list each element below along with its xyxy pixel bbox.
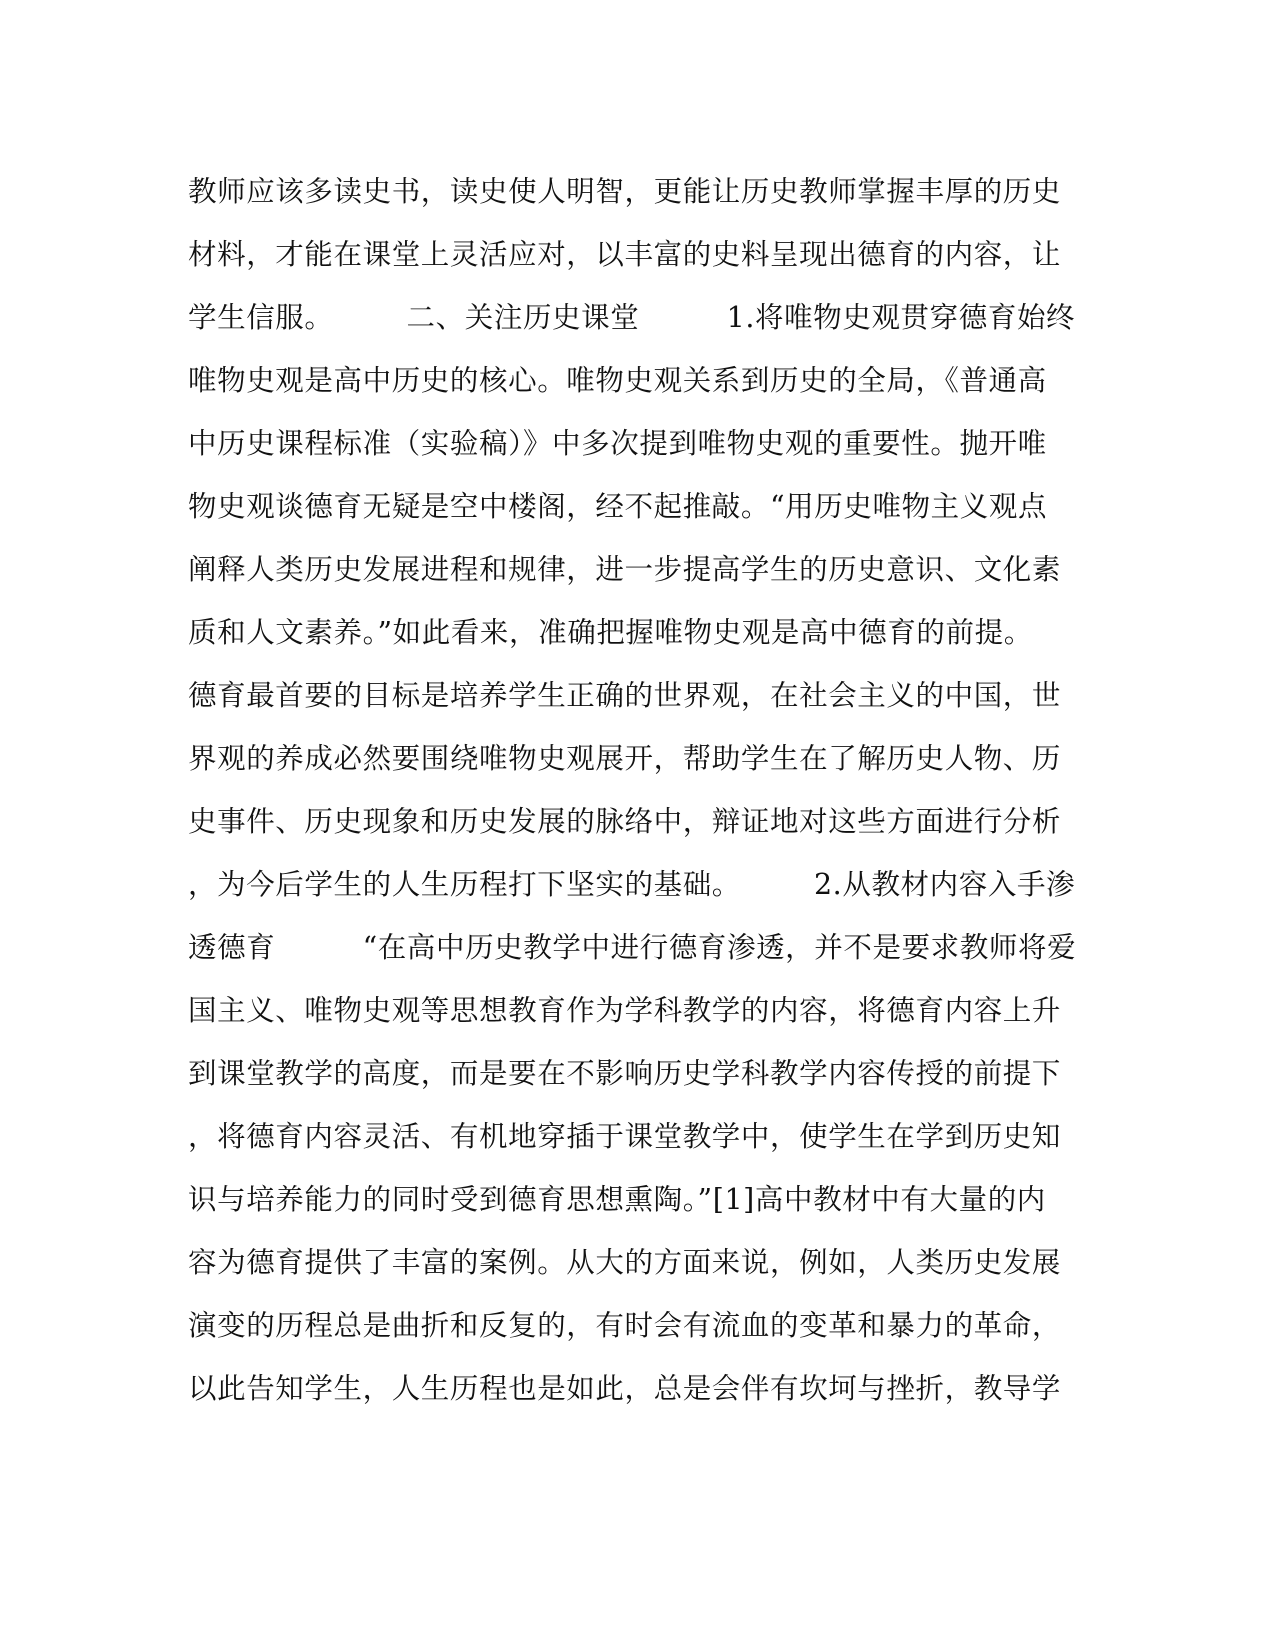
text-line: 物史观谈德育无疑是空中楼阁，经不起推敲。“用历史唯物主义观点 [188, 490, 1048, 523]
text-line: 以此告知学生，人生历程也是如此，总是会伴有坎坷与挫折，教导学 [188, 1372, 1062, 1405]
text-line: 史事件、历史现象和历史发展的脉络中，辩证地对这些方面进行分析 [188, 805, 1062, 838]
text-line: ，将德育内容灵活、有机地穿插于课堂教学中，使学生在学到历史知 [188, 1120, 1062, 1153]
text-line: 国主义、唯物史观等思想教育作为学科教学的内容，将德育内容上升 [188, 994, 1062, 1027]
text-line: 教师应该多读史书，读史使人明智，更能让历史教师掌握丰厚的历史 [188, 175, 1062, 208]
text-line: 学生信服。 二、关注历史课堂 1.将唯物史观贯穿德育始终 [188, 301, 1076, 334]
text-line: 材料，才能在课堂上灵活应对，以丰富的史料呈现出德育的内容，让 [188, 238, 1062, 271]
text-line: 唯物史观是高中历史的核心。唯物史观关系到历史的全局，《普通高 [188, 364, 1047, 397]
text-line: 质和人文素养。”如此看来，准确把握唯物史观是高中德育的前提。 [188, 616, 1033, 649]
text-line: 识与培养能力的同时受到德育思想熏陶。”[1]高中教材中有大量的内 [188, 1183, 1046, 1216]
text-line: 德育最首要的目标是培养学生正确的世界观，在社会主义的中国，世 [188, 679, 1062, 712]
text-line: 演变的历程总是曲折和反复的，有时会有流血的变革和暴力的革命， [188, 1309, 1062, 1342]
text-line: 阐释人类历史发展进程和规律，进一步提高学生的历史意识、文化素 [188, 553, 1062, 586]
text-line: 容为德育提供了丰富的案例。从大的方面来说，例如，人类历史发展 [188, 1246, 1062, 1279]
text-line: 界观的养成必然要围绕唯物史观展开，帮助学生在了解历史人物、历 [188, 742, 1062, 775]
text-line: 透德育 “在高中历史教学中进行德育渗透，并不是要求教师将爱 [188, 931, 1077, 964]
text-line: 中历史课程标准（实验稿）》中多次提到唯物史观的重要性。抛开唯 [188, 427, 1047, 460]
text-line: 到课堂教学的高度，而是要在不影响历史学科教学内容传授的前提下 [188, 1057, 1062, 1090]
text-line: ，为今后学生的人生历程打下坚实的基础。 2.从教材内容入手渗 [188, 868, 1076, 901]
body-text [188, 160, 1088, 1420]
